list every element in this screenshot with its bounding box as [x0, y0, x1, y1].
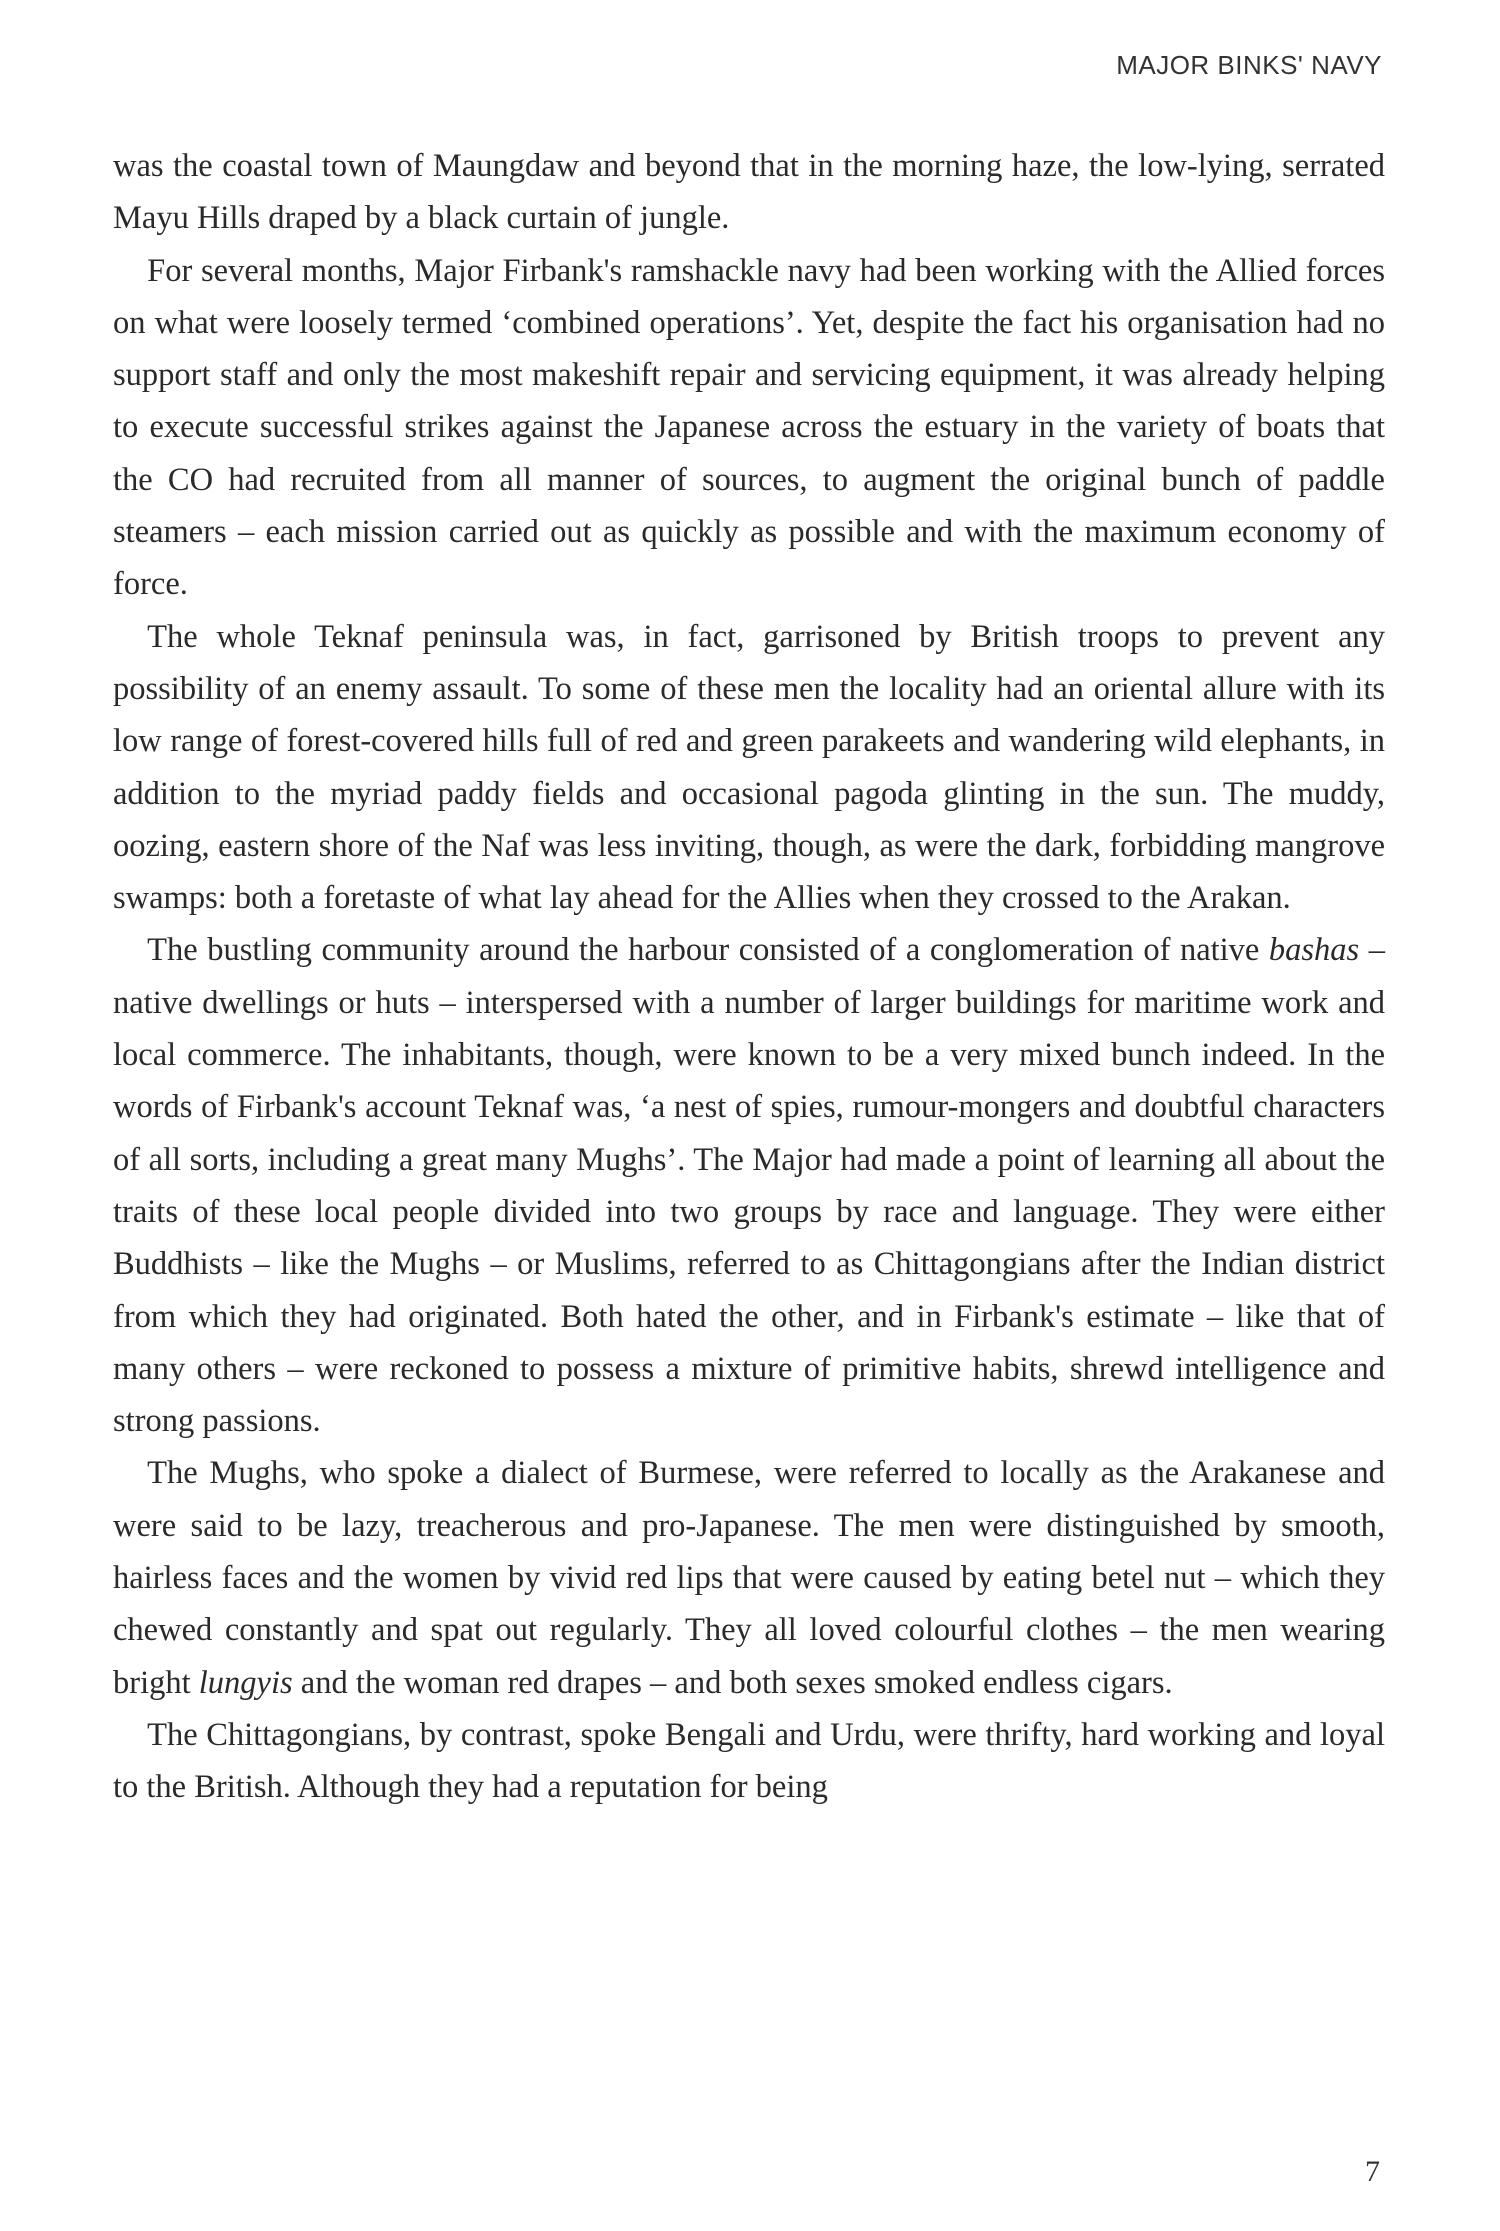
running-header: MAJOR BINKS' NAVY	[1116, 50, 1382, 80]
page-number: 7	[1365, 2155, 1380, 2188]
paragraph-5	[113, 1447, 1385, 1708]
paragraph-1: was the coastal town of Maungdaw and beyond that in the morning haze, the low-lying, serrated Mayu Hills draped by a black curtain of jungle.	[113, 148, 1385, 237]
paragraph-4-part-1: The bustling community around the harbour consisted of a conglomeration of native	[147, 932, 1269, 969]
term-lungyis: lungyis	[198, 1664, 293, 1701]
paragraph-4-part-2: – native dwellings or huts – interspersed with a number of larger buildings for maritime work and local commerce. The inhabitants, though, were known to be a very mixed bunch indeed. In the words of Firbank's account Teknaf was, ‘a nest of spies, rumour-mongers and doubtful characters of all sorts, including a great many Mughs’. The Major had made a point of learning all about the traits of these local people divided into two groups by race and language. They were either Buddhists – like the Mughs – or Muslims, referred to as Chittagongians after the Indian district from which they had originated. Both hated the other, and in Firbank's estimate – like that of many others – were reckoned to possess a mixture of primitive habits, shrewd intelligence and strong passions.	[113, 932, 1385, 1440]
paragraph-3: The whole Teknaf peninsula was, in fact, garrisoned by British troops to prevent any possibility of an enemy assault. To some of these men the locality had an oriental allure with its low range of forest-covered hills full of red and green parakeets and wandering wild elephants, in addition to the myriad paddy fields and occasional pagoda glinting in the sun. The muddy, oozing, eastern shore of the Naf was less inviting, though, as were the dark, forbidding mangrove swamps: both a foretaste of what lay ahead for the Allies when they crossed to the Arakan.	[113, 618, 1385, 917]
body-text	[113, 140, 1385, 1814]
paragraph-6: The Chittagongians, by contrast, spoke Bengali and Urdu, were thrifty, hard working and loyal to the British. Although they had a reputation for being	[113, 1716, 1385, 1806]
paragraph-5-part-1: The Mughs, who spoke a dialect of Burmese, were referred to locally as the Arakanese and were said to be lazy, treacherous and pro-Japanese. The men were distinguished by smooth, hairless faces and the women by vivid red lips that were caused by eating betel nut – which they chewed constantly and spat out regularly. They all loved colourful clothes – the men wearing bright	[113, 1455, 1385, 1701]
paragraph-2: For several months, Major Firbank's ramshackle navy had been working with the Allied forces on what were loosely termed ‘combined operations’. Yet, despite the fact his organisation had no support staff and only the most makeshift repair and servicing equipment, it was already helping to execute successful strikes against the Japanese across the estuary in the variety of boats that the CO had recruited from all manner of sources, to augment the original bunch of paddle steamers – each mission carried out as quickly as possible and with the maximum economy of force.	[113, 252, 1385, 603]
paragraph-4	[113, 924, 1385, 1447]
paragraph-5-part-2: and the woman red drapes – and both sexes smoked endless cigars.	[292, 1664, 1173, 1701]
term-bashas: bashas	[1268, 932, 1360, 969]
